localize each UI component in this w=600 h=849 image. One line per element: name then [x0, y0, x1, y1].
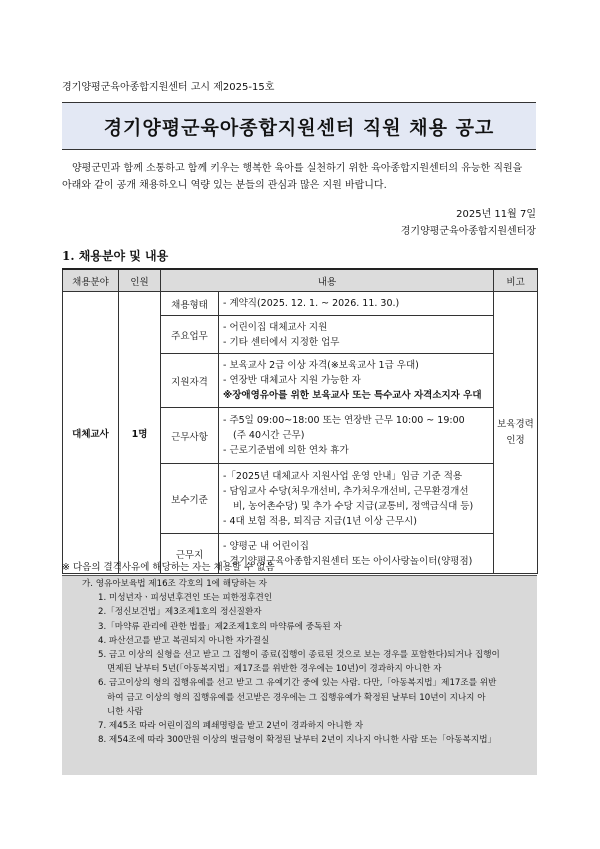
issue-date: 2025년 11월 7일 [456, 209, 536, 220]
disqualification-note: ※ 다음의 결격사유에 해당하는 자는 채용할 수 없음 [62, 562, 275, 573]
table-header-row [63, 269, 538, 292]
detail-line: - 보육교사 2급 이상 자격(※보육교사 1급 우대) [223, 360, 419, 371]
detail-line: - 경기양평군육아종합지원센터 또는 아이사랑놀이터(양평점) [223, 555, 473, 567]
list-item: 7. 제45조 따라 어린이집의 폐쇄명령을 받고 2년이 경과하지 아니한 자 [98, 721, 364, 732]
detail-line: - 계약직(2025. 12. 1. ~ 2026. 11. 30.) [223, 298, 400, 309]
table-row [63, 292, 538, 316]
detail-line: - 양평군 내 어린이집 [223, 540, 309, 552]
issue-info [401, 206, 536, 240]
list-item: 6. 금고이상의 형의 집행유예를 선고 받고 그 유예기간 중에 있는 사람. 다만,「아동복지법」제17조를 위반 [98, 678, 497, 689]
count-cell: 1명 [119, 292, 161, 574]
recruitment-table [62, 268, 538, 574]
issuer: 경기양평군육아종합지원센터장 [400, 226, 536, 237]
detail-line: - 기타 센터에서 지정한 업무 [223, 336, 340, 348]
title-banner [62, 102, 536, 150]
notice-number: 경기양평군육아종합지원센터 고시 제2025-15호 [62, 82, 275, 93]
remark-line: 인정 [506, 434, 525, 446]
list-item: 1. 미성년자ㆍ피성년후견인 또는 피한정후견인 [98, 593, 273, 604]
row-detail [219, 354, 494, 408]
intro-line-2: 아래와 같이 공개 채용하오니 역량 있는 분들의 관심과 많은 지원 바랍니다. [62, 180, 387, 191]
row-label: 채용형태 [161, 292, 219, 316]
list-item: 2.「정신보건법」제3조제1호의 정신질환자 [98, 607, 262, 618]
detail-line: - 근로기준법에 의한 연차 휴가 [223, 445, 349, 456]
detail-line: - 연장반 대체교사 지원 가능한 자 [223, 375, 361, 386]
list-item-continued: 니한 사람 [107, 706, 143, 717]
list-item-continued: 하여 금고 이상의 형의 집행유예를 선고받은 경우에는 그 집행유예가 확정된 날부터 10년이 지나지 아 [107, 692, 486, 703]
list-item: 8. 제54조에 따라 300만원 이상의 벌금형이 확정된 날부터 2년이 지나지 아니한 사람 또는「아동복지법」 [98, 735, 497, 746]
row-label: 보수기준 [161, 464, 219, 534]
detail-line: - 주5일 09:00~18:00 또는 연장반 근무 10:00 ~ 19:00 [223, 415, 465, 426]
header-remark: 비고 [494, 269, 538, 292]
list-item: 3.「마약류 관리에 관한 법률」제2조제1호의 마약류에 중독된 자 [98, 621, 342, 632]
row-detail [219, 292, 494, 316]
detail-line: - 어린이집 대체교사 지원 [223, 321, 328, 333]
row-detail [219, 408, 494, 464]
detail-line: - 담임교사 수당(처우개선비, 추가처우개선비, 근무환경개선 [223, 485, 469, 497]
section-heading: 1. 채용분야 및 내용 [62, 249, 169, 263]
list-item: 5. 금고 이상의 실형을 선고 받고 그 집행이 종료(집행이 종료된 것으로 보는 경우를 포함한다)되거나 집행이 [98, 650, 500, 661]
detail-line: -「2025년 대체교사 지원사업 운영 안내」임금 기준 적용 [223, 470, 463, 482]
header-content: 내용 [161, 269, 494, 292]
header-count: 인원 [119, 269, 161, 292]
row-label: 주요업무 [161, 316, 219, 354]
detail-line: ※장애영유아를 위한 보육교사 또는 특수교사 자격소지자 우대 [223, 390, 482, 401]
detail-line: (주 40시간 근무) [233, 430, 305, 441]
header-field: 채용분야 [63, 269, 119, 292]
detail-line: 비, 농어촌수당) 및 추가 수당 지급(교통비, 정액급식대 등) [233, 500, 474, 512]
page-title: 경기양평군육아종합지원센터 직원 채용 공고 [103, 116, 495, 139]
disqualification-subheading: 가. 영유아보육법 제16조 각호의 1에 해당하는 자 [82, 579, 267, 589]
remark-line: 보육경력 [497, 418, 534, 430]
row-label: 지원자격 [161, 354, 219, 408]
row-detail [219, 464, 494, 534]
detail-line: - 4대 보험 적용, 퇴직금 지급(1년 이상 근무시) [223, 515, 417, 527]
row-label: 근무사항 [161, 408, 219, 464]
list-item-continued: 면제된 날부터 5년(「아동복지법」제17조를 위반한 경우에는 10년)이 경과하지 아니한 자 [107, 664, 442, 675]
row-label: 근무지 [161, 534, 219, 574]
row-detail [219, 316, 494, 354]
intro-paragraph [62, 160, 536, 194]
position-cell: 대체교사 [63, 292, 119, 574]
remark-cell [494, 292, 538, 574]
disqualification-box [62, 575, 537, 775]
list-item: 4. 파산선고를 받고 복권되지 아니한 자가결실 [98, 635, 270, 646]
intro-line-1: 양평군민과 함께 소통하고 함께 키우는 행복한 육아를 실천하기 위한 육아종합지원센터의 유능한 직원을 [72, 163, 523, 174]
